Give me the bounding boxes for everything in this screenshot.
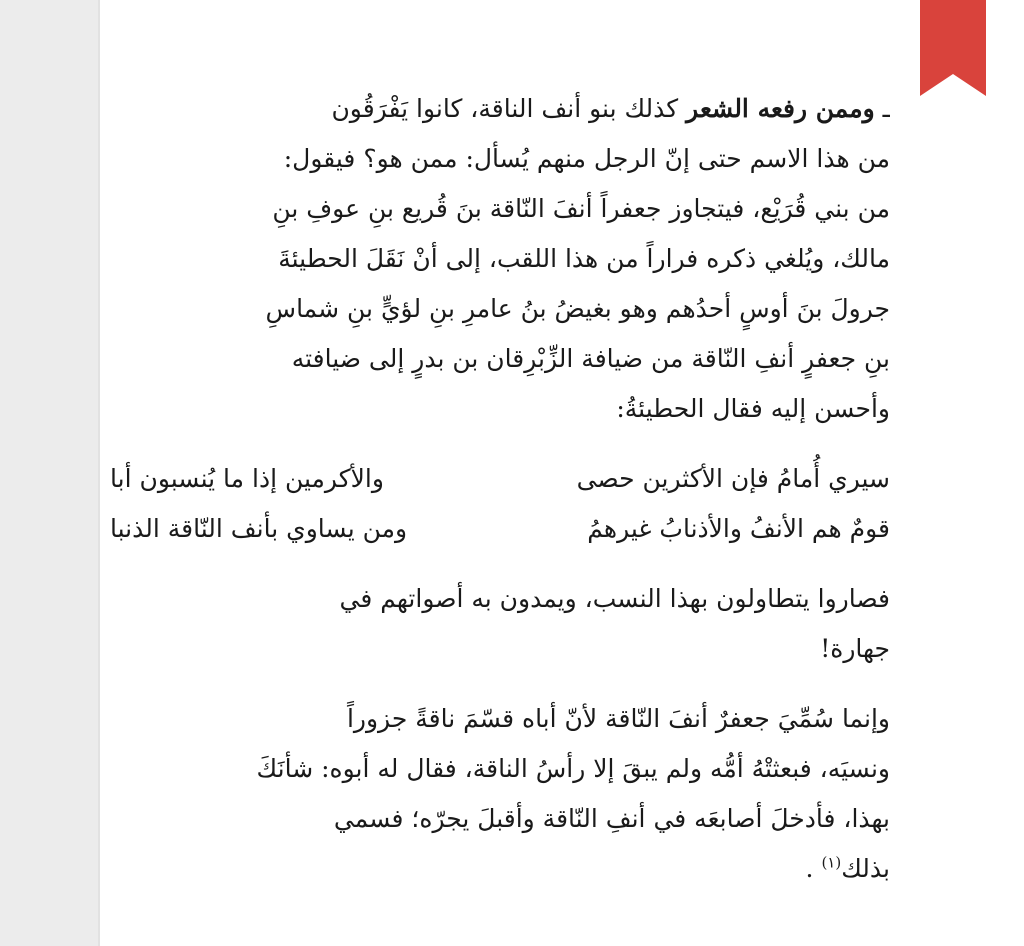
paragraph-line: مالك، ويُلغي ذكره فراراً من هذا اللقب، إلى أنْ نَقَلَ الحطيئةَ bbox=[278, 244, 890, 273]
line-text: كذلك بنو أنف الناقة، كانوا يَفْرَقُون bbox=[331, 94, 679, 123]
line-text: بذلك bbox=[841, 854, 890, 883]
paragraph-line: من بني قُرَيْع، فيتجاوز جعفراً أنفَ النّاقة بنَ قُريع بنِ عوفِ بنِ bbox=[272, 194, 890, 223]
page-left-margin bbox=[0, 0, 100, 946]
paragraph-line: وأحسن إليه فقال الحطيئةُ: bbox=[616, 394, 890, 423]
page-text bbox=[110, 84, 890, 894]
paragraph-line: ونسيَه، فبعثتْهُ أمُّه ولم يبقَ إلا رأسُ الناقة، فقال له أبوه: شأنَكَ bbox=[256, 754, 890, 783]
paragraph-line: جرولَ بنَ أوسٍ أحدُهم وهو بغيضُ بنُ عامرِ بنِ لؤيٍّ بنِ شماسِ bbox=[265, 294, 890, 323]
spacer bbox=[110, 554, 890, 574]
paragraph-line: جهارة! bbox=[820, 634, 890, 663]
paragraph-1 bbox=[110, 84, 890, 434]
poem bbox=[110, 454, 890, 554]
bookmark-icon[interactable] bbox=[920, 0, 986, 96]
period-mark: . bbox=[805, 854, 814, 883]
footnote-marker[interactable]: (١) bbox=[821, 853, 842, 872]
paragraph-line bbox=[110, 84, 890, 134]
spacer bbox=[110, 434, 890, 454]
poem-verse bbox=[110, 504, 890, 554]
spacer bbox=[110, 674, 890, 694]
paragraph-line: وإنما سُمِّيَ جعفرٌ أنفَ النّاقة لأنّ أباه قسّمَ ناقةً جزوراً bbox=[346, 704, 890, 733]
paragraph-line: فصاروا يتطاولون بهذا النسب، ويمدون به أصواتهم في bbox=[339, 584, 890, 613]
poem-verse bbox=[110, 454, 890, 504]
paragraph-line: من هذا الاسم حتى إنّ الرجل منهم يُسأل: ممن هو؟ فيقول: bbox=[283, 144, 890, 173]
paragraph-last-line bbox=[110, 844, 890, 894]
page-edge-divider bbox=[98, 0, 100, 946]
paragraph-2 bbox=[110, 574, 890, 674]
paragraph-3 bbox=[110, 694, 890, 894]
dash-mark: ـ bbox=[882, 94, 890, 123]
verse-second-hemistich: والأكرمين إذا ما يُنسبون أبا bbox=[110, 464, 384, 493]
paragraph-line: بهذا، فأدخلَ أصابعَه في أنفِ النّاقة وأقبلَ يجرّه؛ فسمي bbox=[333, 804, 890, 833]
verse-first-hemistich: سيري أُمامُ فإن الأكثرين حصى bbox=[576, 464, 890, 493]
bold-lead-phrase: وممن رفعه الشعر bbox=[686, 94, 875, 123]
verse-first-hemistich: قومٌ هم الأنفُ والأذنابُ غيرهمُ bbox=[587, 514, 890, 543]
verse-second-hemistich: ومن يساوي بأنف النّاقة الذنبا bbox=[110, 514, 408, 543]
paragraph-line: بنِ جعفرٍ أنفِ النّاقة من ضيافة الزِّبْرِقان بن بدرٍ إلى ضيافته bbox=[291, 344, 890, 373]
